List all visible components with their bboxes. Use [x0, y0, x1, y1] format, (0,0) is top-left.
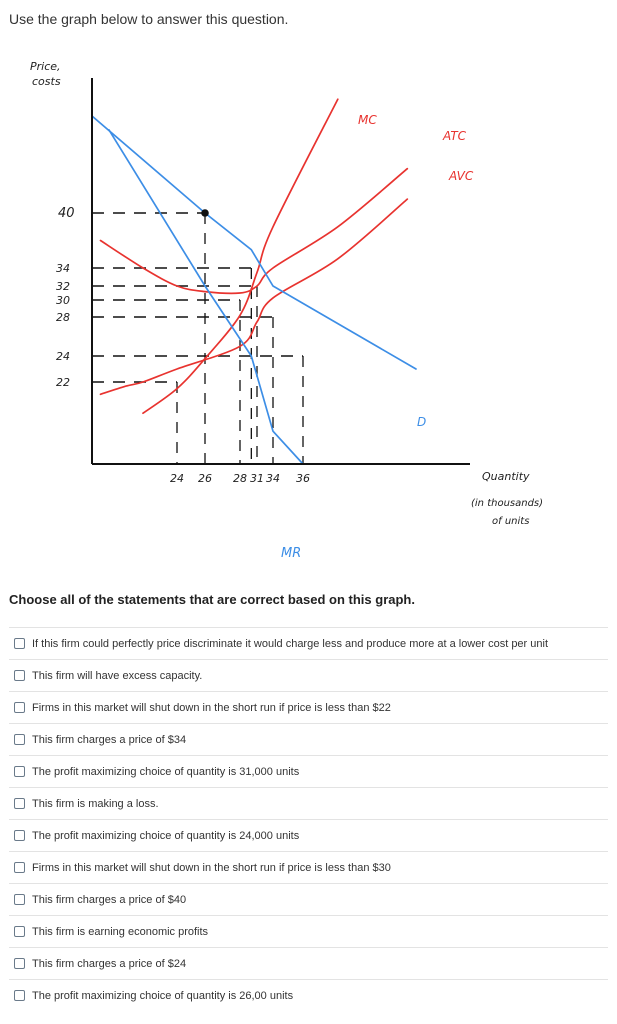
checkbox[interactable]	[14, 894, 25, 905]
checkbox[interactable]	[14, 734, 25, 745]
cost-revenue-chart	[0, 40, 617, 570]
answer-option[interactable]	[9, 947, 608, 979]
checkbox[interactable]	[14, 958, 25, 969]
checkbox[interactable]	[14, 862, 25, 873]
x-tick-label: 34	[266, 472, 280, 485]
checkbox[interactable]	[14, 766, 25, 777]
answer-option[interactable]	[9, 915, 608, 947]
checkbox[interactable]	[14, 638, 25, 649]
curve-d	[92, 116, 416, 369]
x-tick-label: 28	[233, 472, 247, 485]
option-label: The profit maximizing choice of quantity is 24,000 units	[32, 829, 300, 842]
x-axis-label-line1: Quantity	[482, 470, 530, 483]
x-tick-label: 24	[170, 472, 184, 485]
y-tick-label: 24	[56, 350, 70, 363]
checkbox[interactable]	[14, 702, 25, 713]
answer-option[interactable]	[9, 627, 608, 659]
y-tick-label: 32	[56, 280, 70, 293]
y-axis-label-line1: Price,	[30, 60, 61, 73]
question-text: Choose all of the statements that are correct based on this graph.	[9, 592, 415, 607]
x-tick-label: 31	[250, 472, 264, 485]
x-tick-label: 26	[198, 472, 212, 485]
checkbox[interactable]	[14, 798, 25, 809]
y-axis-label-line2: costs	[32, 75, 61, 88]
y-tick-label: 22	[56, 376, 70, 389]
x-axis-label-line3: of units	[492, 516, 530, 527]
option-label: If this firm could perfectly price discriminate it would charge less and produce more at a lower cost per unit	[32, 637, 549, 650]
highlight-point	[201, 209, 209, 217]
mc-label: MC	[358, 113, 377, 127]
answer-options	[9, 627, 608, 1011]
answer-option[interactable]	[9, 723, 608, 755]
atc-label: ATC	[443, 129, 467, 143]
answer-option[interactable]	[9, 659, 608, 691]
checkbox[interactable]	[14, 670, 25, 681]
answer-option[interactable]	[9, 851, 608, 883]
checkbox[interactable]	[14, 830, 25, 841]
option-label: This firm charges a price of $40	[32, 893, 187, 906]
mr-label: MR	[281, 546, 302, 561]
option-label: Firms in this market will shut down in the short run if price is less than $22	[32, 701, 391, 714]
option-label: This firm will have excess capacity.	[32, 669, 203, 682]
option-label: The profit maximizing choice of quantity is 31,000 units	[32, 765, 300, 778]
y-tick-label: 30	[56, 294, 70, 307]
y-tick-label: 28	[56, 311, 70, 324]
option-label: This firm is making a loss.	[32, 797, 159, 810]
option-label: The profit maximizing choice of quantity is 26,00 units	[32, 989, 294, 1002]
y-tick-label: 40	[58, 206, 75, 221]
option-label: This firm is earning economic profits	[32, 925, 209, 938]
x-axis-label-line2: (in thousands)	[471, 498, 544, 509]
x-tick-label: 36	[296, 472, 310, 485]
option-label: This firm charges a price of $34	[32, 733, 187, 746]
prompt-text: Use the graph below to answer this question.	[9, 11, 289, 27]
option-label: This firm charges a price of $24	[32, 957, 187, 970]
checkbox[interactable]	[14, 926, 25, 937]
y-tick-label: 34	[56, 262, 70, 275]
d-label: D	[417, 415, 427, 429]
tick-labels	[56, 206, 310, 485]
answer-option[interactable]	[9, 979, 608, 1011]
curve-atc	[101, 169, 408, 294]
answer-option[interactable]	[9, 755, 608, 787]
answer-option[interactable]	[9, 691, 608, 723]
curves	[92, 99, 416, 464]
checkbox[interactable]	[14, 990, 25, 1001]
answer-option[interactable]	[9, 819, 608, 851]
curve-labels	[30, 60, 543, 561]
answer-option[interactable]	[9, 883, 608, 915]
answer-option[interactable]	[9, 787, 608, 819]
avc-label: AVC	[449, 169, 474, 183]
option-label: Firms in this market will shut down in the short run if price is less than $30	[32, 861, 391, 874]
